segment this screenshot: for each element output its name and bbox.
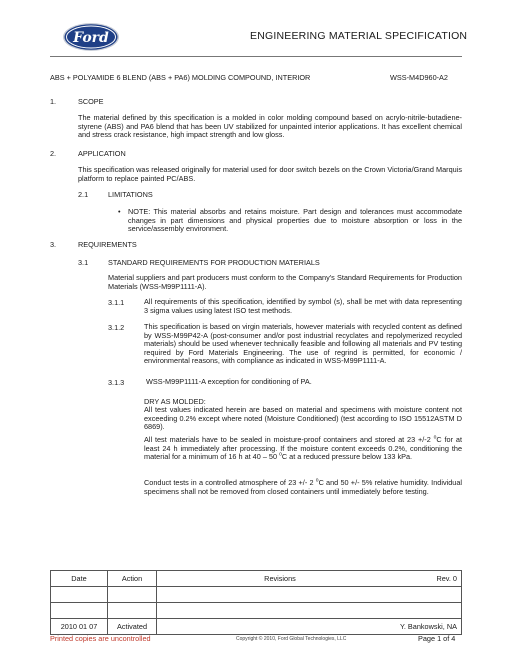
section-3-1-2-text: This specification is based on virgin materials, however materials with recycled content as defined by WSS-M99P42-A (post-consumer and/or post industrial recyclates and repolymerized recycled materials) should be used whenever technically feasible and following all materials and PV testing required by Ford Materials Engineering. The use of regrind is permitted, for economic / environmental reasons, with compliance as indicated in WSS-M99P1111-A. — [144, 322, 462, 366]
table-row — [51, 587, 462, 603]
degree-sup: o — [433, 434, 437, 441]
section-1-text: The material defined by this specification is a molded in color molding compound based on acrylo-nitrile-butadiene-styrene (ABS) and PA6 blend that has been UV stabilized for unpainted interior applications. It has excellent chemical and stress crack resistance, high impact strength and low gloss. — [78, 113, 462, 140]
copyright: Copyright © 2010, Ford Global Technologies, LLC — [236, 636, 347, 642]
table-header-row — [51, 571, 462, 587]
limitations-note: NOTE: This material absorbs and retains moisture. Part design and tolerances must accommodate changes in part dimensions and physical properties due to moisture absorption or loss in the service/assembly environment. — [128, 207, 462, 234]
revision-author: Y. Bankowski, NA — [157, 619, 462, 635]
table-row — [51, 619, 462, 635]
section-3-1-1-number: 3.1.1 — [108, 298, 125, 307]
section-3-heading: REQUIREMENTS — [78, 240, 137, 249]
ford-oval-icon — [62, 22, 120, 52]
degree-sup: o — [279, 451, 282, 458]
date-header: Date — [51, 571, 108, 587]
section-3-1-number: 3.1 — [78, 258, 89, 267]
section-3-1-2-number: 3.1.2 — [108, 323, 125, 332]
dry-as-molded-text: All test values indicated herein are based on material and specimens with moisture content not exceeding 0.2% except where noted (Moisture Conditioned) (test according to ISO 15512ASTM D 6869). — [144, 405, 462, 432]
section-3-1-heading: STANDARD REQUIREMENTS FOR PRODUCTION MATERIALS — [108, 258, 320, 267]
action-header: Action — [108, 571, 157, 587]
table-row — [51, 603, 462, 619]
document-number: WSS-M4D960-A2 — [390, 73, 448, 82]
section-3-number: 3. — [50, 240, 57, 249]
section-1-number: 1. — [50, 97, 57, 106]
degree-sup: o — [315, 477, 319, 484]
ford-logo — [62, 22, 120, 52]
section-3-1-text: Material suppliers and part producers must conform to the Company's Standard Requirements for Production Materials (WSS-M99P1111-A). — [108, 273, 462, 291]
revision-action: Activated — [108, 619, 157, 635]
uncontrolled-notice: Printed copies are uncontrolled — [50, 634, 151, 643]
section-3-1-3-number: 3.1.3 — [108, 378, 125, 387]
document-title: ABS + POLYAMIDE 6 BLEND (ABS + PA6) MOLDING COMPOUND, INTERIOR — [50, 73, 311, 82]
dry-as-molded-heading: DRY AS MOLDED: — [144, 397, 206, 406]
section-2-heading: APPLICATION — [78, 149, 126, 158]
revisions-table — [50, 570, 462, 635]
section-2-number: 2. — [50, 149, 57, 158]
revisions-header: Revisions — [157, 571, 404, 587]
note-bullet: • — [118, 207, 121, 216]
section-3-1-3-text: WSS-M99P1111-A exception for conditioning of PA. — [146, 377, 312, 386]
page-number: Page 1 of 4 — [418, 634, 456, 643]
header-title: ENGINEERING MATERIAL SPECIFICATION — [250, 30, 468, 42]
header-divider — [50, 56, 462, 57]
sealed-containers-text: All test materials have to be sealed in moisture-proof containers and stored at 23 +/-2 $^o$C for at least 24 h immediately after processing. If the moisture content exceeds 0.2%, conditioning the material for a minimum of 16 h at 40 – 50 $^o$C at a reduced pressure below 133 kPa. — [144, 434, 462, 462]
svg-text:Ford: Ford — [73, 30, 109, 46]
section-2-text: This specification was released originally for material used for door switch bezels on the Crown Victoria/Grand Marquis platform to replace painted PC/ABS. — [78, 165, 462, 183]
section-1-heading: SCOPE — [78, 97, 104, 106]
test-conditions-text: Conduct tests in a controlled atmosphere of 23 +/- 2 $^o$C and 50 +/- 5% relative humidity. Individual specimens shall not be removed from closed containers until immediately before testing. — [144, 477, 463, 496]
rev-header: Rev. 0 — [403, 571, 462, 587]
section-3-1-1-text: All requirements of this specification, identified by symbol (s), shall be met with data representing 3 sigma values using latest ISO test methods. — [144, 297, 462, 315]
revision-date: 2010 01 07 — [51, 619, 108, 635]
section-2-1-number: 2.1 — [78, 190, 89, 199]
section-2-1-heading: LIMITATIONS — [108, 190, 153, 199]
